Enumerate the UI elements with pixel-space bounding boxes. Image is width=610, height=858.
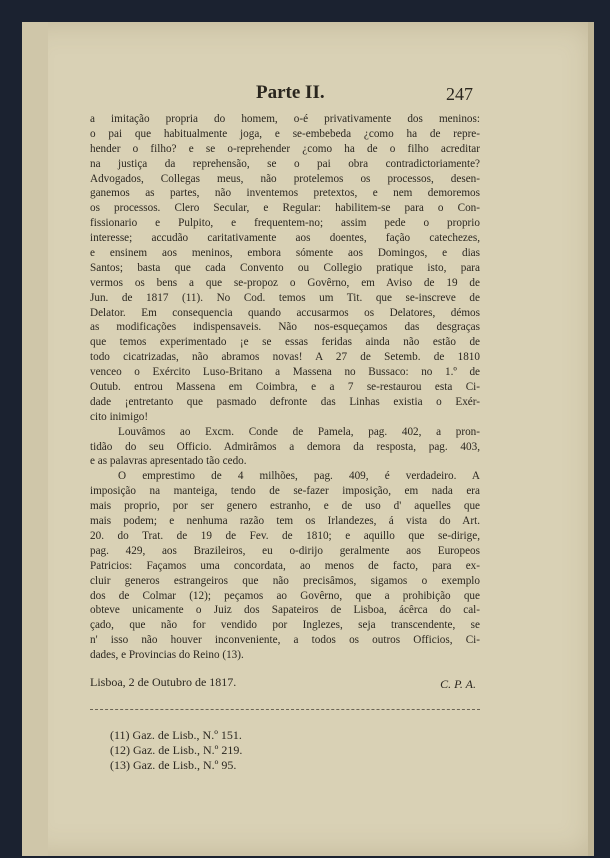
text-line: Louvâmos ao Excm. Conde de Pamela, pag. 402, a pron- — [118, 425, 480, 438]
text-line: e ensinem aos meninos, embora sómente aos Domingos, e dias — [90, 247, 480, 260]
footnote-divider — [90, 709, 480, 710]
text-line: vermos os bens a que se-propoz o Govêrno, em Aviso de 19 de — [90, 276, 480, 289]
footnote: (11) Gaz. de Lisb., N.º 151. — [110, 727, 242, 742]
text-line: interesse; accudão caritativamente aos doentes, fação catechezes, — [90, 232, 480, 245]
text-line: Outub. entrou Massena em Coimbra, e a 7 se-restaurou esta Ci- — [90, 381, 480, 394]
text-line: mais proprio, por ser genero estranho, e de uso d' aquelles que — [90, 500, 480, 513]
text-line: hender o filho? e se o-reprehender ¿como ha de o filho acreditar — [90, 142, 480, 155]
text-line: Jun. de 1817 (11). No Cod. temos um Tit. que se-inscreve de — [90, 291, 480, 304]
text-line: n' isso não houver inconveniente, a todos os outros Officios, Ci- — [90, 634, 480, 647]
text-line: a imitação propria do homem, o-é privativamente dos meninos: — [90, 113, 480, 125]
page-edge-right — [588, 22, 594, 856]
text-line: dade ¡entretanto que pasmado defronte das Linhas existia o Exér- — [90, 395, 480, 408]
text-line: imposição na manteiga, tendo de se-fazer imposição, em nada era — [90, 485, 480, 498]
page-gutter — [22, 22, 48, 856]
text-line: mais podem; e nenhuma razão tem os Irlandezes, á vista do Art. — [90, 515, 480, 528]
text-line: tidão do seu Officio. Admirâmos a demora da resposta, pag. 403, — [90, 440, 480, 453]
text-line: o pai que habitualmente joga, e se-embebeda ¿como ha de repre- — [90, 127, 480, 140]
text-line: na justiça da reprehensão, se o pai obra contradictoriamente? — [90, 157, 480, 170]
text-line: Advogados, Collegas meus, não protelemos os processos, desen- — [90, 172, 480, 185]
header-title: Parte II. — [256, 82, 325, 103]
text-line: fissionario e Pulpito, e frequentem-no; assim pede o proprio — [90, 217, 480, 230]
text-line: O emprestimo de 4 milhões, pag. 409, é verdadeiro. A — [118, 470, 480, 483]
signature: C. P. A. — [440, 676, 476, 691]
footnote: (13) Gaz. de Lisb., N.º 95. — [110, 757, 237, 772]
book-page — [22, 22, 594, 856]
text-line: as modificações indispensaveis. Não nos-esqueçamos das desgraças — [90, 321, 480, 334]
text-line: todo cicatrizadas, não abramos novas! A 27 de Setemb. de 1810 — [90, 351, 480, 364]
text-line: Santos; basta que cada Convento ou Collegio pratique isto, para — [90, 261, 480, 274]
text-line: venceo o Exército Luso-Britano a Massena no Bussaco: no 1.º de — [90, 366, 480, 379]
closing — [90, 675, 480, 693]
page-number: 247 — [446, 84, 473, 104]
paragraph-3 — [90, 469, 480, 663]
text-line: çado, que não for vendido por Inglezes, seja transcendente, se — [90, 619, 480, 632]
text-line: obteve unicamente o Juiz dos Sapateiros de Lisboa, ácêrca do cal- — [90, 604, 480, 617]
text-line: ganemos as partes, não inventemos pretextos, e nem demoremos — [90, 187, 480, 200]
text-line: 20. do Trat. de 19 de Fev. de 1810; e aquillo que se-dirige, — [90, 529, 480, 542]
text-line: dos de Colmar (12); peçamos ao Govêrno, que a prohibição que — [90, 589, 480, 602]
text-line: dades, e Provincias do Reino (13). — [90, 649, 244, 662]
footnotes — [90, 728, 480, 773]
paragraph-2 — [90, 425, 480, 470]
text-line: Delator. Em consequencia quando accusarmos os Delatores, démos — [90, 306, 480, 319]
footnote: (12) Gaz. de Lisb., N.º 219. — [110, 742, 243, 757]
text-line: Patricios: Façamos uma concordata, ao menos de facto, para ex- — [90, 559, 480, 572]
text-line: cito inimigo! — [90, 410, 149, 423]
text-line: os processos. Clero Secular, e Regular: habilitem-se para o Con- — [90, 202, 480, 215]
paragraph-1 — [90, 112, 480, 425]
body-text — [90, 112, 480, 773]
text-line: cluir generos estrangeiros que não precisâmos, sigamos o exemplo — [90, 574, 480, 587]
running-header — [22, 82, 594, 112]
text-line: que temos experimentado ¡e se essas feridas ainda não estão de — [90, 336, 480, 349]
text-line: pag. 429, aos Brazileiros, eu o-dirijo geralmente aos Europeos — [90, 544, 480, 557]
text-line: e as palavras apresentado tão cedo. — [90, 455, 247, 468]
place-date: Lisboa, 2 de Outubro de 1817. — [90, 674, 237, 689]
